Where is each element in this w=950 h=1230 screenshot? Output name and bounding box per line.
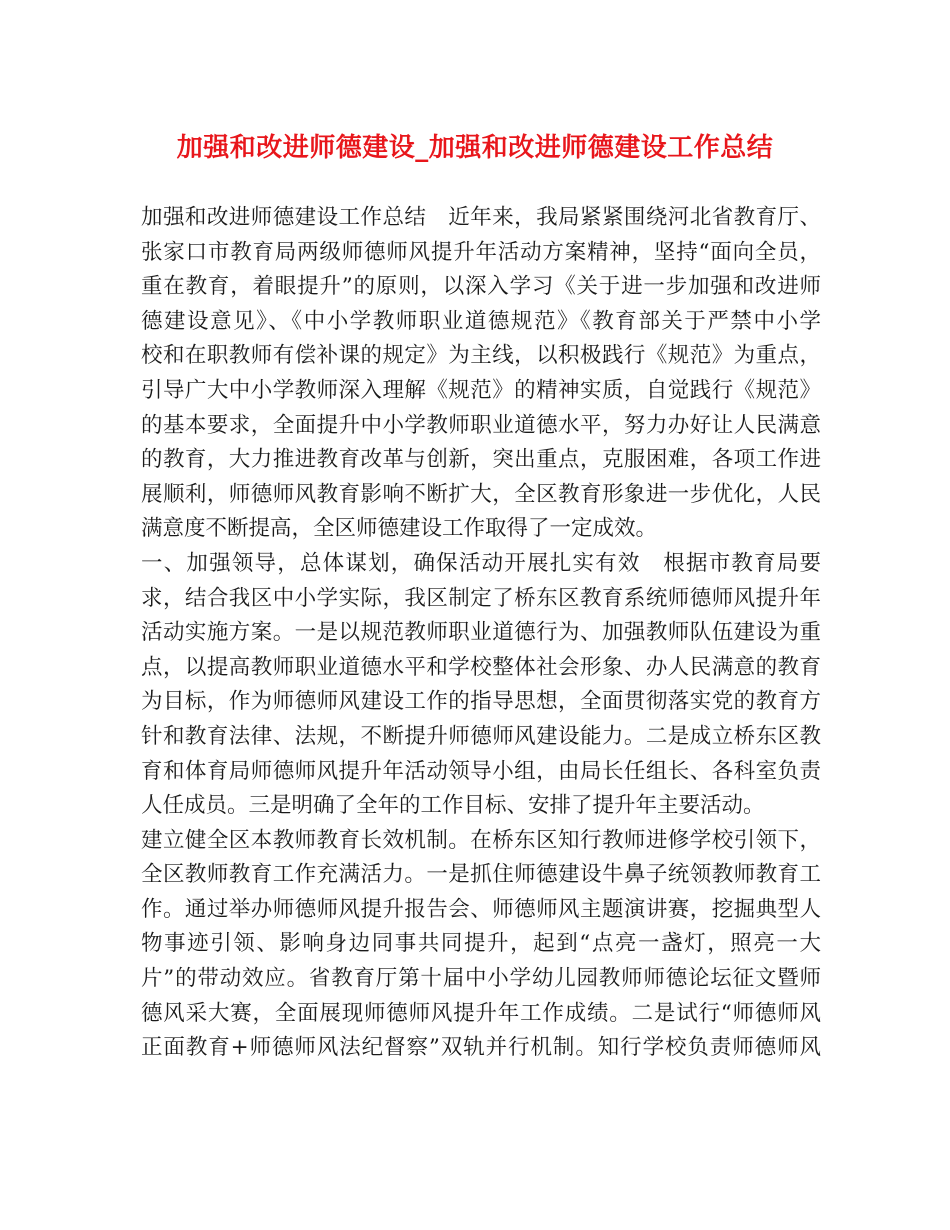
- body-line: 全区教师教育工作充满活力。一是抓住师德建设牛鼻子统领教师教育工: [141, 862, 821, 888]
- body-line: 展顺利，师德师风教育影响不断扩大，全区教育形象进一步优化，人民: [141, 481, 821, 507]
- body-line: 的教育，大力推进教育改革与创新，突出重点，克服困难，各项工作进: [141, 447, 821, 473]
- body-line: 物事迹引领、影响身边同事共同提升，起到“点亮一盏灯，照亮一大: [141, 931, 821, 957]
- section-heading-line: 一、加强领导，总体谋划，确保活动开展扎实有效 根据市教育局要: [141, 550, 821, 576]
- body-line: 片”的带动效应。省教育厅第十届中小学幼儿园教师师德论坛征文暨师: [141, 966, 821, 992]
- body-line: 作。通过举办师德师风提升报告会、师德师风主题演讲赛，挖掘典型人: [141, 896, 821, 922]
- body-line: 重在教育，着眼提升”的原则，以深入学习《关于进一步加强和改进师: [141, 274, 821, 300]
- body-line: 加强和改进师德建设工作总结 近年来，我局紧紧围绕河北省教育厅、: [141, 205, 821, 230]
- body-line: 为目标，作为师德师风建设工作的指导思想，全面贯彻落实党的教育方: [141, 689, 821, 715]
- body-line: 针和教育法律、法规，不断提升师德师风建设能力。二是成立桥东区教: [141, 723, 821, 749]
- body-line: 德风采大赛，全面展现师德师风提升年工作成绩。二是试行“师德师风: [141, 1000, 821, 1026]
- body-line: 活动实施方案。一是以规范教师职业道德行为、加强教师队伍建设为重: [141, 620, 821, 646]
- document-title: 加强和改进师德建设_加强和改进师德建设工作总结: [176, 133, 774, 163]
- body-line: 育和体育局师德师风提升年活动领导小组，由局长任组长、各科室负责: [141, 758, 821, 784]
- body-line: 点，以提高教师职业道德水平和学校整体社会形象、办人民满意的教育: [141, 654, 821, 680]
- body-line: 建立健全区本教师教育长效机制。在桥东区知行教师进修学校引领下，: [141, 827, 821, 853]
- body-line: 的基本要求，全面提升中小学教师职业道德水平，努力办好让人民满意: [141, 412, 821, 438]
- body-line: 求，结合我区中小学实际，我区制定了桥东区教育系统师德师风提升年: [141, 585, 821, 611]
- body-line: 满意度不断提高，全区师德建设工作取得了一定成效。: [141, 516, 658, 542]
- body-line: 张家口市教育局两级师德师风提升年活动方案精神，坚持“面向全员，: [141, 239, 821, 265]
- body-line: 人任成员。三是明确了全年的工作目标、安排了提升年主要活动。: [141, 793, 765, 819]
- body-line: 德建设意见》、《中小学教师职业道德规范》《教育部关于严禁中小学: [141, 308, 821, 334]
- body-line: 正面教育+师德师风法纪督察”双轨并行机制。知行学校负责师德师风: [141, 1035, 821, 1061]
- body-line: 校和在职教师有偿补课的规定》为主线，以积极践行《规范》为重点，: [141, 343, 821, 369]
- body-line: 引导广大中小学教师深入理解《规范》的精神实质，自觉践行《规范》: [141, 377, 821, 403]
- document-body: [141, 201, 821, 1066]
